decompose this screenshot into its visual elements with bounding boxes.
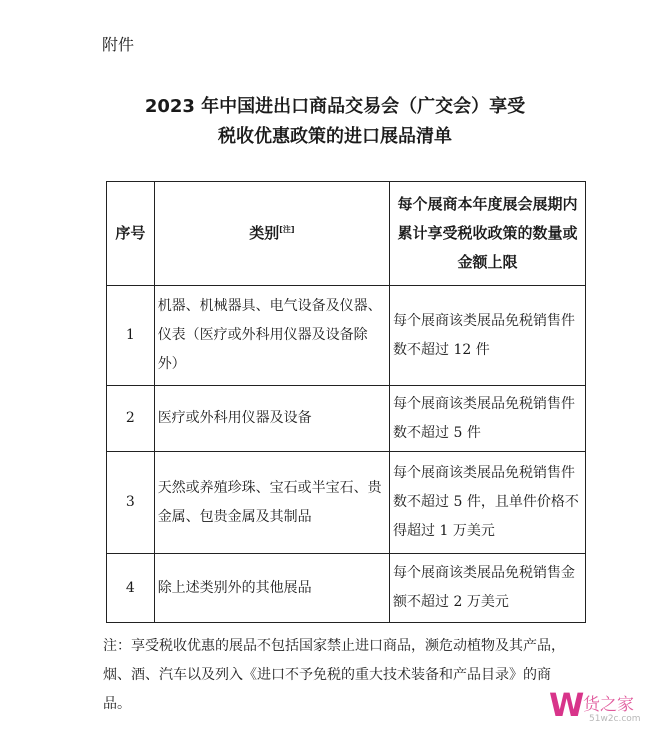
watermark-logo-name: 货之家 [583,695,634,715]
row-limit: 每个展商该类展品免税销售件数不超过 5 件 [390,386,586,452]
watermark-logo [549,684,661,730]
table-row [107,386,586,452]
row-category: 天然或养殖珍珠、宝石或半宝石、贵金属、包贵金属及其制品 [154,452,389,554]
header-category [154,182,389,286]
watermark-logo-letter: W [549,686,585,724]
watermark-logo-url: 51w2c.com [589,714,641,724]
row-category: 机器、机械器具、电气设备及仪器、仪表（医疗或外科用仪器及设备除外） [154,286,389,386]
table-row [107,286,586,386]
document-title-line-2: 税收优惠政策的进口展品清单 [218,126,452,147]
row-number: 4 [107,554,155,623]
row-number: 1 [107,286,155,386]
table-row [107,554,586,623]
attachment-label: 附件 [102,35,135,54]
row-limit: 每个展商该类展品免税销售件数不超过 5 件，且单件价格不得超过 1 万美元 [390,452,586,554]
header-limit: 每个展商本年度展会展期内累计享受税收政策的数量或金额上限 [390,182,586,286]
row-number: 2 [107,386,155,452]
row-category: 医疗或外科用仪器及设备 [154,386,389,452]
header-category-note: [注] [279,225,295,234]
row-number: 3 [107,452,155,554]
header-number: 序号 [107,182,155,286]
exhibit-list-table [106,181,586,623]
header-category-label: 类别 [249,224,280,242]
row-category: 除上述类别外的其他展品 [154,554,389,623]
footnote: 注：享受税收优惠的展品不包括国家禁止进口商品，濒危动植物及其产品，烟、酒、汽车以及列入《进口不予免税的重大技术装备和产品目录》的商品。 [103,638,565,712]
document-title-line-1: 2023 年中国进出口商品交易会（广交会）享受 [144,96,526,117]
table-row [107,452,586,554]
table-header-row [107,182,586,286]
row-limit: 每个展商该类展品免税销售件数不超过 12 件 [390,286,586,386]
row-limit: 每个展商该类展品免税销售金额不超过 2 万美元 [390,554,586,623]
